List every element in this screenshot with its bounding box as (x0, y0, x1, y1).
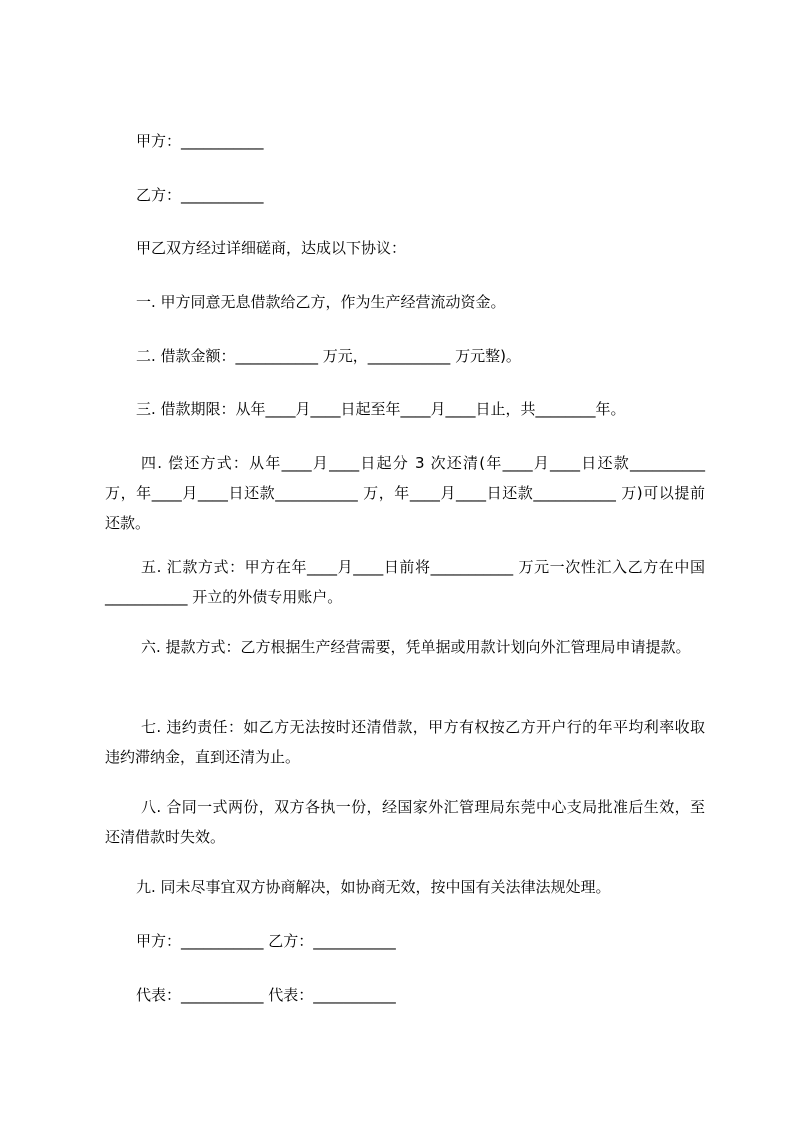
clause-4-text: 四. 偿还方式：从年____月____日起分 3 次还清(年____月____日还款__________ 万，年____月____日还款___________ 万，年____月____日还款___________ 万)可以提前还款。 (105, 454, 710, 532)
clause-1: 一. 甲方同意无息借款给乙方，作为生产经营流动资金。 (136, 293, 506, 311)
party-b-line: 乙方：___________ (136, 186, 264, 204)
intro-line: 甲乙双方经过详细磋商，达成以下协议： (136, 239, 407, 257)
clause-6-text: 六. 提款方式：乙方根据生产经营需要，凭单据或用款计划向外汇管理局申请提款。 (141, 638, 691, 656)
signature-party-line: 甲方：___________ 乙方：___________ (136, 932, 396, 950)
clause-8 (105, 792, 705, 852)
clause-4 (105, 448, 710, 538)
clause-2: 二. 借款金额：___________ 万元，___________ 万元整)。 (136, 347, 521, 365)
clause-7-text: 七. 违约责任：如乙方无法按时还清借款，甲方有权按乙方开户行的年平均利率收取违约滞纳金，直到还清为止。 (105, 718, 705, 766)
clause-5-text: 五. 汇款方式：甲方在年____月____日前将___________ 万元一次性汇入乙方在中国___________ 开立的外债专用账户。 (105, 558, 705, 606)
clause-9: 九. 同未尽事宜双方协商解决，如协商无效，按中国有关法律法规处理。 (136, 878, 611, 896)
clause-6 (105, 632, 705, 662)
clause-3: 三. 借款期限：从年____月____日起至年____月____日止，共________年。 (136, 400, 626, 418)
party-a-line: 甲方：___________ (136, 132, 264, 150)
clause-7 (105, 712, 705, 772)
clause-8-text: 八. 合同一式两份，双方各执一份，经国家外汇管理局东莞中心支局批准后生效，至还清借款时失效。 (105, 798, 705, 846)
signature-representative-line: 代表：___________ 代表：___________ (136, 986, 396, 1004)
clause-5 (105, 552, 705, 612)
